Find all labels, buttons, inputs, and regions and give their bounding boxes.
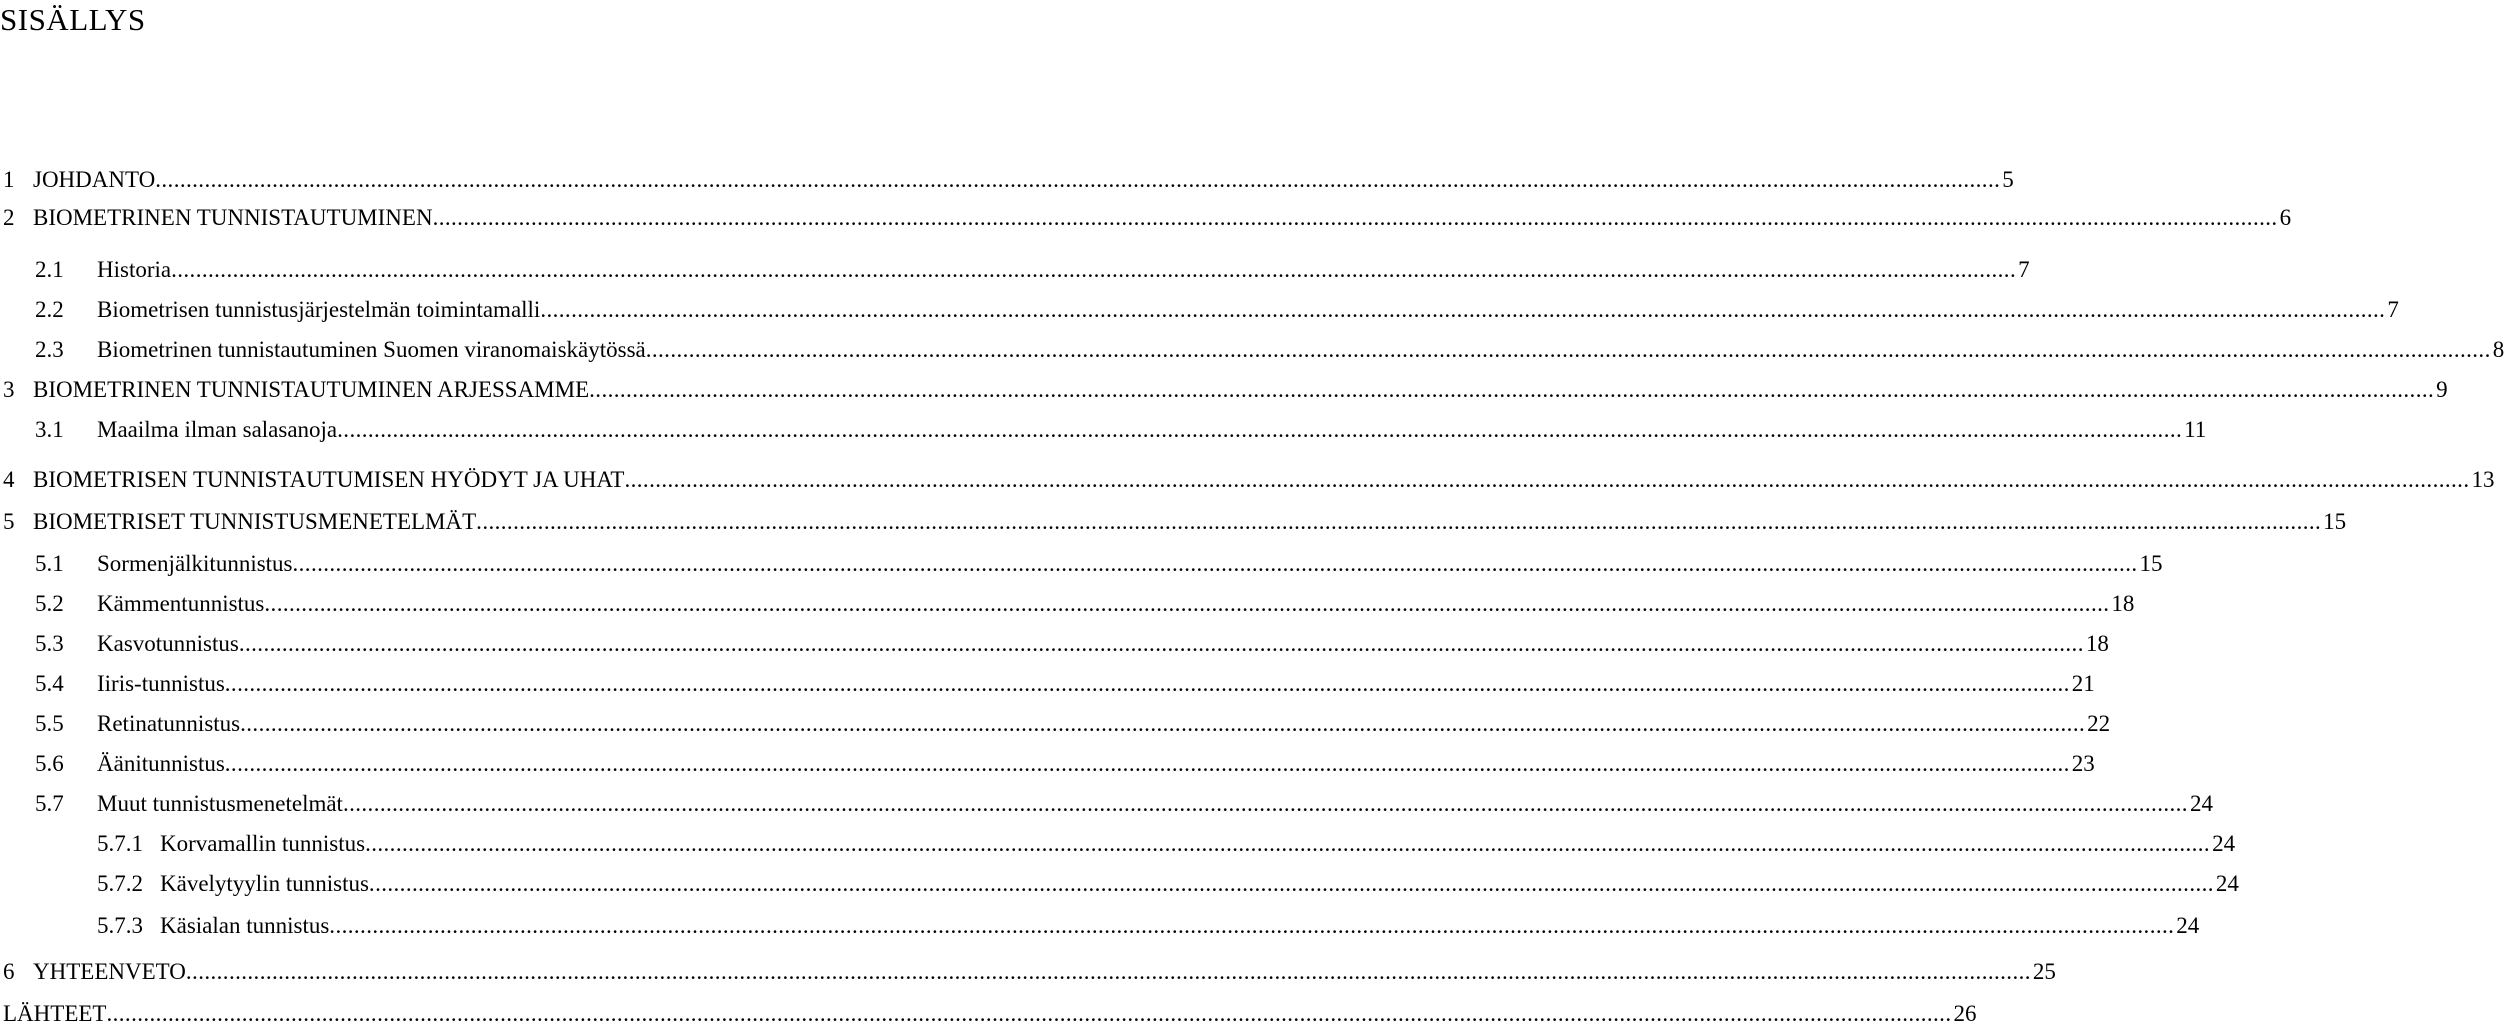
toc-entry-page-number: 21 bbox=[2071, 671, 2095, 696]
dot-leader: ............................................................................................................................................................................................................................................................................................................ bbox=[171, 257, 2017, 282]
toc-entry-title: Biometrisen tunnistusjärjestelmän toimintamalli bbox=[97, 290, 540, 330]
toc-entry-title: YHTEENVETO bbox=[33, 952, 186, 992]
toc-entry-page-number: 13 bbox=[2471, 467, 2495, 492]
toc-entry[interactable] bbox=[0, 744, 2095, 784]
toc-entry-page-number: 11 bbox=[2184, 417, 2207, 442]
toc-entry-title: BIOMETRISET TUNNISTUSMENETELMÄT bbox=[33, 502, 476, 542]
toc-entry-page-number: 15 bbox=[2323, 509, 2347, 534]
page-title: SISÄLLYS bbox=[0, 2, 146, 37]
toc-entry-number: 4 bbox=[3, 467, 15, 492]
toc-entry-number: 2.2 bbox=[35, 297, 64, 322]
dot-leader: ............................................................................................................................................................................................................................................................................................................ bbox=[224, 671, 2070, 696]
toc-entry-page-number: 6 bbox=[2279, 205, 2292, 230]
dot-leader: ............................................................................................................................................................................................................................................................................................................ bbox=[365, 831, 2211, 856]
toc-entry-title: BIOMETRISEN TUNNISTAUTUMISEN HYÖDYT JA UHAT bbox=[33, 460, 624, 500]
toc-entry-page-number: 25 bbox=[2032, 959, 2056, 984]
toc-entry-page-number: 22 bbox=[2087, 711, 2111, 736]
toc-entry-number: 2.3 bbox=[35, 337, 64, 362]
toc-entry-page-number: 7 bbox=[2018, 257, 2030, 282]
toc-entry[interactable] bbox=[0, 584, 2135, 624]
dot-leader: ............................................................................................................................................................................................................................................................................................................ bbox=[329, 913, 2175, 938]
toc-entry[interactable] bbox=[0, 502, 2347, 542]
toc-entry[interactable] bbox=[0, 160, 2014, 200]
toc-entry-title: LÄHTEET bbox=[3, 994, 106, 1034]
dot-leader: ............................................................................................................................................................................................................................................................................................................ bbox=[155, 167, 2001, 192]
toc-entry-number: 5.1 bbox=[35, 551, 64, 576]
toc-entry-title: Käsialan tunnistus bbox=[160, 906, 329, 946]
dot-leader: ............................................................................................................................................................................................................................................................................................................ bbox=[476, 509, 2322, 534]
toc-entry-number: 6 bbox=[3, 959, 15, 984]
toc-entry[interactable] bbox=[0, 824, 2236, 864]
toc-entry-page-number: 26 bbox=[1953, 1001, 1977, 1026]
toc-entry-number: 5 bbox=[3, 509, 15, 534]
dot-leader: ............................................................................................................................................................................................................................................................................................................ bbox=[238, 631, 2084, 656]
toc-entry[interactable] bbox=[0, 664, 2095, 704]
toc-entry-title: BIOMETRINEN TUNNISTAUTUMINEN bbox=[33, 198, 433, 238]
toc-entry-number: 3 bbox=[3, 377, 15, 402]
dot-leader: ............................................................................................................................................................................................................................................................................................................ bbox=[292, 551, 2138, 576]
toc-entry-number: 5.6 bbox=[35, 751, 64, 776]
toc-entry-page-number: 23 bbox=[2071, 751, 2095, 776]
toc-entry[interactable] bbox=[0, 198, 2292, 238]
dot-leader: ............................................................................................................................................................................................................................................................................................................ bbox=[645, 337, 2491, 362]
toc-entry-page-number: 15 bbox=[2139, 551, 2163, 576]
dot-leader: ............................................................................................................................................................................................................................................................................................................ bbox=[432, 205, 2278, 230]
toc-entry-title: JOHDANTO bbox=[33, 160, 155, 200]
toc-entry-page-number: 24 bbox=[2212, 831, 2236, 856]
toc-entry-number: 1 bbox=[3, 167, 15, 192]
toc-entry[interactable] bbox=[0, 952, 2056, 992]
toc-entry-title: Kasvotunnistus bbox=[97, 624, 239, 664]
toc-entry-number: 5.4 bbox=[35, 671, 64, 696]
toc-entry-number: 5.2 bbox=[35, 591, 64, 616]
toc-entry[interactable] bbox=[0, 460, 2495, 500]
dot-leader: ............................................................................................................................................................................................................................................................................................................ bbox=[106, 1001, 1952, 1026]
toc-entry[interactable] bbox=[0, 624, 2109, 664]
toc-entry-title: Muut tunnistusmenetelmät bbox=[97, 784, 343, 824]
toc-entry[interactable] bbox=[0, 290, 2399, 330]
toc-entry-page-number: 9 bbox=[2436, 377, 2448, 402]
toc-entry-title: Kävelytyylin tunnistus bbox=[160, 864, 369, 904]
dot-leader: ............................................................................................................................................................................................................................................................................................................ bbox=[624, 467, 2470, 492]
dot-leader: ............................................................................................................................................................................................................................................................................................................ bbox=[342, 791, 2188, 816]
toc-entry-title: Sormenjälkitunnistus bbox=[97, 544, 293, 584]
toc-entry-number: 5.7.2 bbox=[97, 871, 143, 896]
toc-entry-title: Retinatunnistus bbox=[97, 704, 240, 744]
dot-leader: ............................................................................................................................................................................................................................................................................................................ bbox=[240, 711, 2086, 736]
toc-entry[interactable] bbox=[0, 864, 2239, 904]
toc-entry-title: Kämmentunnistus bbox=[97, 584, 264, 624]
toc-entry[interactable] bbox=[0, 330, 2504, 370]
dot-leader: ............................................................................................................................................................................................................................................................................................................ bbox=[185, 959, 2031, 984]
toc-entry-number: 5.7 bbox=[35, 791, 64, 816]
toc-entry-page-number: 18 bbox=[2085, 631, 2109, 656]
toc-entry-page-number: 18 bbox=[2111, 591, 2135, 616]
toc-entry-number: 3.1 bbox=[35, 417, 64, 442]
toc-entry-title: BIOMETRINEN TUNNISTAUTUMINEN ARJESSAMME bbox=[33, 370, 589, 410]
dot-leader: ............................................................................................................................................................................................................................................................................................................ bbox=[224, 751, 2070, 776]
toc-entry-page-number: 24 bbox=[2215, 871, 2239, 896]
toc-entry[interactable] bbox=[0, 704, 2111, 744]
toc-entry[interactable] bbox=[0, 544, 2163, 584]
toc-entry-page-number: 8 bbox=[2492, 337, 2504, 362]
dot-leader: ............................................................................................................................................................................................................................................................................................................ bbox=[540, 297, 2386, 322]
toc-entry-title: Biometrinen tunnistautuminen Suomen viranomaiskäytössä bbox=[97, 330, 646, 370]
toc-entry[interactable] bbox=[0, 906, 2200, 946]
toc-entry[interactable] bbox=[0, 410, 2207, 450]
toc-entry-number: 5.7.3 bbox=[97, 913, 143, 938]
toc-entry-number: 5.3 bbox=[35, 631, 64, 656]
dot-leader: ............................................................................................................................................................................................................................................................................................................ bbox=[264, 591, 2110, 616]
toc-entry-title: Maailma ilman salasanoja bbox=[97, 410, 337, 450]
toc-entry-page-number: 24 bbox=[2176, 913, 2200, 938]
dot-leader: ............................................................................................................................................................................................................................................................................................................ bbox=[337, 417, 2183, 442]
toc-entry[interactable] bbox=[0, 370, 2448, 410]
toc-entry-number: 5.5 bbox=[35, 711, 64, 736]
toc-entry-number: 2 bbox=[3, 205, 15, 230]
toc-entry-page-number: 24 bbox=[2189, 791, 2213, 816]
toc-entry-title: Historia bbox=[97, 250, 171, 290]
toc-entry-title: Iiris-tunnistus bbox=[97, 664, 225, 704]
toc-entry[interactable] bbox=[0, 994, 1977, 1034]
dot-leader: ............................................................................................................................................................................................................................................................................................................ bbox=[589, 377, 2435, 402]
toc-entry-title: Korvamallin tunnistus bbox=[160, 824, 365, 864]
toc-entry-number: 2.1 bbox=[35, 257, 64, 282]
toc-entry-title: Äänitunnistus bbox=[97, 744, 225, 784]
toc-entry-page-number: 7 bbox=[2387, 297, 2399, 322]
toc-entry[interactable] bbox=[0, 250, 2030, 290]
toc-entry-number: 5.7.1 bbox=[97, 831, 143, 856]
toc-entry[interactable] bbox=[0, 784, 2213, 824]
dot-leader: ............................................................................................................................................................................................................................................................................................................ bbox=[368, 871, 2214, 896]
toc-entry-page-number: 5 bbox=[2002, 167, 2014, 192]
